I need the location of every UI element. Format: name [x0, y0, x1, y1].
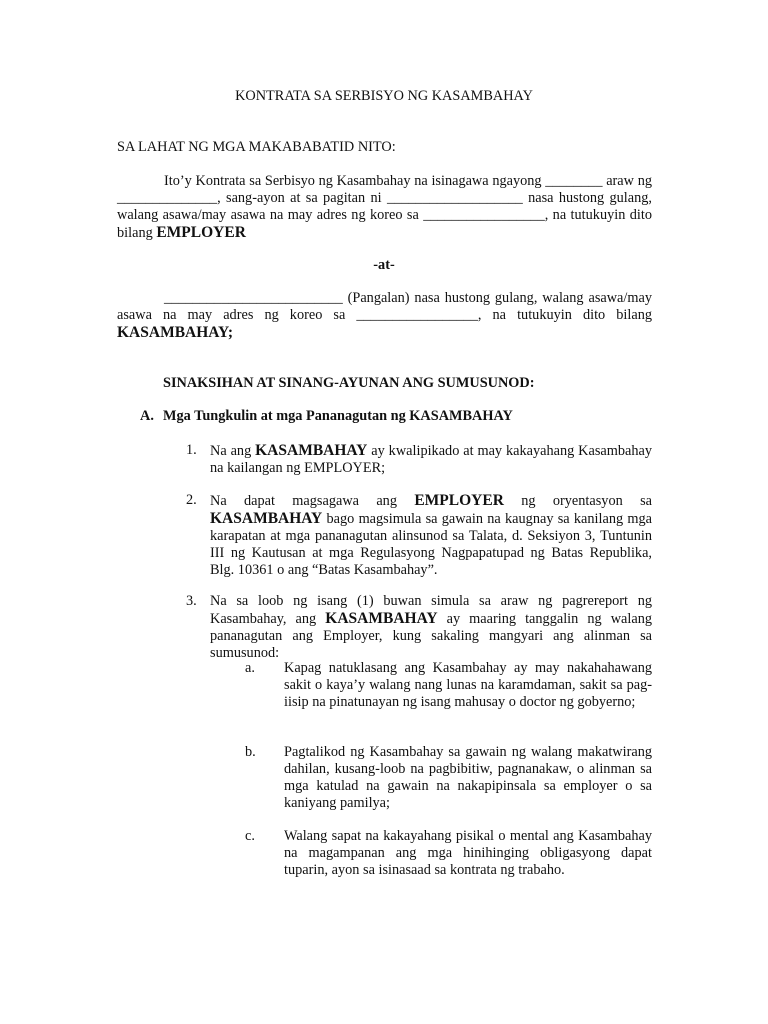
item-text: Na sa loob ng isang (1) buwan simula sa araw ng pagrereport ng Kasambahay, ang	[210, 593, 652, 627]
section-a-title: Mga Tungkulin at mga Pananagutan ng KASAMBAHAY	[163, 408, 513, 424]
sublist-item: Walang sapat na kakayahang pisikal o mental ang Kasambahay na magampanan ang mga hinihinging obligasyong dapat tuparin, ayon sa isinasaad sa kontrata ng trabaho.	[284, 828, 652, 878]
sublist-letter: a.	[245, 660, 255, 676]
list-item	[210, 593, 652, 662]
sublist-letter: c.	[245, 828, 255, 844]
kasambahay-term: KASAMBAHAY	[255, 442, 368, 459]
kasambahay-term: KASAMBAHAY	[210, 510, 323, 527]
item-text: ay maaring tanggalin ng walang pananagutan ang Employer, kung sakaling mangyari ang alinman sa sumusunod:	[210, 611, 653, 661]
salutation: SA LAHAT NG MGA MAKABABATID NITO:	[117, 139, 396, 155]
intro-paragraph-2	[117, 290, 652, 342]
list-item	[210, 492, 652, 579]
intro-p2-text: _________________________ (Pangalan) nasa hustong gulang, walang asawa/may asawa na may adres ng koreo sa _________________, na tutukuyin dito bilang	[117, 290, 652, 323]
sublist-item: Kapag natuklasang ang Kasambahay ay may nakahahawang sakit o kaya’y walang nang lunas na karamdaman, sakit sa pag-iisip na pinatunayan ng isang mahusay o doctor ng gobyerno;	[284, 660, 652, 710]
employer-term: EMPLOYER	[156, 224, 246, 241]
sublist-letter: b.	[245, 744, 256, 760]
list-number: 3.	[186, 593, 197, 609]
intro-p1-text: Ito’y Kontrata sa Serbisyo ng Kasambahay na isinagawa ngayong ________ araw ng ______________, sang-ayon at sa pagitan ni ___________________ nasa hustong gulang, walang asawa/may asawa na may adres ng koreo sa _________________, na tutukuyin dito bilang	[117, 173, 652, 241]
item-text: bago magsimula sa gawain na kaugnay sa kanilang mga karapatan at mga pananagutan alinsunod sa Talata, d. Seksiyon 3, Tuntunin III ng Kautusan at mga Regulasyong Nagpapatupad ng Batas Republika, Blg. 10361 o ang “Batas Kasambahay”.	[210, 511, 652, 578]
item-text: ng oryentasyon sa	[521, 493, 652, 509]
sublist-item: Pagtalikod ng Kasambahay sa gawain ng walang makatwirang dahilan, kusang-loob na pagbibitiw, pagnanakaw, o alinman sa mga katulad na gawain na nakapipinsala sa employer o sa kaniyang pamilya;	[284, 744, 652, 811]
witness-heading: SINAKSIHAN AT SINANG-AYUNAN ANG SUMUSUNOD:	[163, 375, 535, 391]
intro-paragraph-1	[117, 173, 652, 242]
list-item	[210, 442, 652, 477]
kasambahay-term: KASAMBAHAY	[325, 610, 438, 627]
item-text: Na dapat magsagawa ang	[210, 493, 397, 509]
employer-term: EMPLOYER	[414, 492, 504, 509]
item-text: ay kwalipikado at may kakayahang Kasambahay na kailangan ng EMPLOYER;	[210, 443, 652, 476]
list-number: 1.	[186, 442, 197, 458]
item-text: Na ang	[210, 443, 252, 459]
document-title: KONTRATA SA SERBISYO NG KASAMBAHAY	[235, 88, 533, 104]
section-a-letter: A.	[140, 408, 154, 424]
list-number: 2.	[186, 492, 197, 508]
kasambahay-term: KASAMBAHAY;	[117, 324, 233, 341]
and-separator: -at-	[373, 257, 395, 273]
